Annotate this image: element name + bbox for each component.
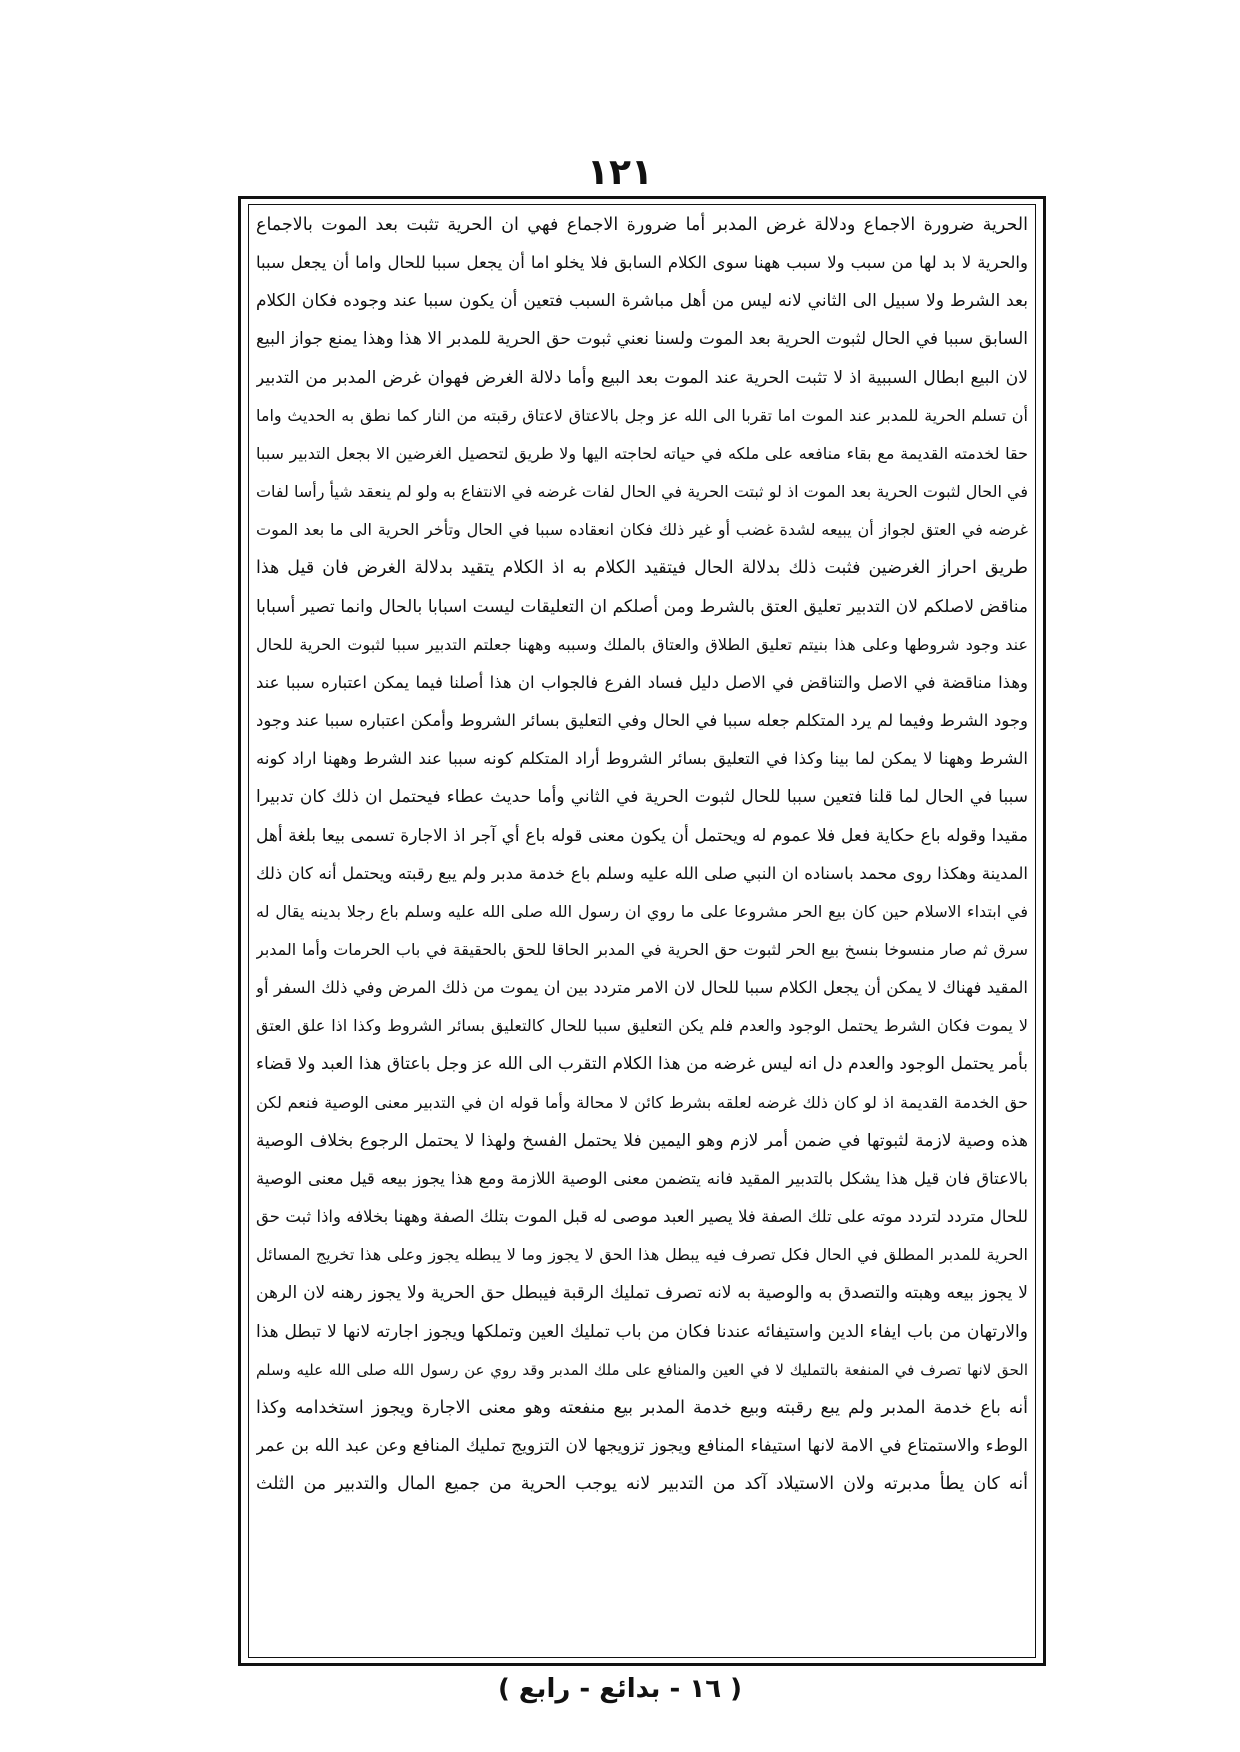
text-line: والحرية لا بد لها من سبب ولا سبب ههنا سوى الكلام السابق فلا يخلو اما أن يجعل سببا للحال واما أن يجعل سببا <box>256 253 1028 273</box>
text-line: والارتهان من باب ايفاء الدين واستيفائه عندنا فكان من باب تمليك العين وتملكها ويجوز اجارته لانها لا تبطل هذا <box>256 1321 1028 1342</box>
text-line: سرق ثم صار منسوخا بنسخ بيع الحر لثبوت حق الحرية في المدبر الحاقا للحق بالحقيقة في باب الحرمات وأما المدبر <box>256 939 1028 959</box>
text-line: سببا في الحال لما قلنا فتعين سببا للحال لثبوت الحرية في الثاني وأما حديث عطاء فيحتمل ان ذلك كان تدبيرا <box>256 787 1028 808</box>
text-line: حق الخدمة القديمة اذ لو كان ذلك غرضه لعلقه بشرط كائن لا محالة وأما قوله ان في التدبير معنى الوصية فنعم لكن <box>256 1092 1028 1112</box>
text-line: مناقض لاصلكم لان التدبير تعليق العتق بالشرط ومن أصلكم ان التعليقات ليست اسبابا بالحال وانما تصير أسبابا <box>256 596 1028 617</box>
text-line: الحق لانها تصرف في المنفعة بالتمليك لا في العين والمنافع على ملك المدبر وقد روي عن رسول الله صلى الله عليه وسلم <box>256 1360 1028 1379</box>
page-number: ١٢١ <box>587 152 653 193</box>
text-line: المقيد فهناك لا يمكن أن يجعل الكلام سببا للحال لان الامر متردد بين ان يموت من ذلك المرض وفي ذلك السفر أو <box>256 978 1028 998</box>
text-line: لان البيع ابطال السببية اذ لا تثبت الحرية عند الموت بعد البيع وأما دلالة الغرض فهوان غرض المدبر من التدبير <box>256 367 1028 388</box>
text-line: مقيدا وقوله باع حكاية فعل فلا عموم له ويحتمل أن يكون معنى قوله باع أي آجر اذ الاجارة تسمى بيعا بلغة أهل <box>256 825 1028 846</box>
text-line: للحال متردد لتردد موته على تلك الصفة فلا يصير العبد موصى له قبل الموت بتلك الصفة وههنا بخلافه واذا ثبت حق <box>256 1207 1028 1227</box>
main-text <box>256 206 1028 1656</box>
text-line: الوطء والاستمتاع في الامة لانها استيفاء المنافع ويجوز تزويجها لان التزويج تمليك المنافع وعن عبد الله بن عمر <box>256 1436 1028 1456</box>
text-line: السابق سببا في الحال لثبوت الحرية بعد الموت ولسنا نعني ثبوت حق الحرية للمدبر الا هذا وهذا يمنع جواز البيع <box>256 329 1028 350</box>
text-line: لا يموت فكان الشرط يحتمل الوجود والعدم فلم يكن التعليق سببا للحال كالتعليق بسائر الشروط وكذا اذا علق العتق <box>256 1016 1028 1036</box>
text-line: أن تسلم الحرية للمدبر عند الموت اما تقربا الى الله عز وجل بالاعتاق لاعتاق رقبته من النار كما نطق به الحديث واما <box>256 405 1028 425</box>
text-line: وهذا مناقضة في الاصل والتناقض في الاصل دليل فساد الفرع فالجواب ان هذا أصلنا فيما يمكن اعتباره سببا عند <box>256 672 1028 692</box>
text-line: في ابتداء الاسلام حين كان بيع الحر مشروعا على ما روي ان رسول الله صلى الله عليه وسلم باع رجلا بدينه يقال له <box>256 901 1028 921</box>
text-line: بأمر يحتمل الوجود والعدم دل انه ليس غرضه من هذا الكلام التقرب الى الله عز وجل باعتاق هذا العبد ولا قضاء <box>256 1054 1028 1075</box>
text-line: المدينة وهكذا روى محمد باسناده ان النبي صلى الله عليه وسلم باع خدمة مدبر ولم يبع رقبته ويحتمل أنه كان ذلك <box>256 863 1028 883</box>
footer-signature: ( ١٦ - بدائع - رابع ) <box>497 1674 743 1704</box>
text-line: عند وجود شروطها وعلى هذا بنيتم تعليق الطلاق والعتاق بالملك وسببه وههنا جعلتم التدبير سببا لثبوت الحرية للحال <box>256 634 1028 654</box>
text-line: طريق احراز الغرضين فثبت ذلك بدلالة الحال فيتقيد الكلام به اذ الكلام يتقيد بدلالة الغرض فان قيل هذا <box>256 558 1028 579</box>
text-line: في الحال لثبوت الحرية بعد الموت اذ لو ثبتت الحرية في الحال لفات غرضه في الانتفاع به ولو لم ينعقد شيأ رأسا لفات <box>256 482 1028 502</box>
text-line: الشرط وههنا لا يمكن لما بينا وكذا في التعليق بسائر الشروط أراد المتكلم كونه سببا عند الشرط وههنا اراد كونه <box>256 749 1028 769</box>
text-line: أنه باع خدمة المدبر ولم يبع رقبته وبيع خدمة المدبر بيع منفعته وهو معنى الاجارة ويجوز استخدامه وكذا <box>256 1397 1028 1418</box>
text-line: الحرية للمدبر المطلق في الحال فكل تصرف فيه يبطل هذا الحق لا يجوز وما لا يبطله يجوز وعلى هذا تخريج المسائل <box>256 1245 1028 1265</box>
text-line: بالاعتاق فان قيل هذا يشكل بالتدبير المقيد فانه يتضمن معنى الوصية اللازمة ومع هذا يجوز بيعه قيل معنى الوصية <box>256 1168 1028 1188</box>
text-line: بعد الشرط ولا سبيل الى الثاني لانه ليس من أهل مباشرة السبب فتعين أن يكون سببا عند وجوده فكان الكلام <box>256 291 1028 312</box>
text-line: لا يجوز بيعه وهبته والتصدق به والوصية به لانه تصرف تمليك الرقبة فيبطل حق الحرية ولا يجوز رهنه لان الرهن <box>256 1283 1028 1304</box>
text-line: هذه وصية لازمة لثبوتها في ضمن أمر لازم وهو اليمين فلا يحتمل الفسخ ولهذا لا يحتمل الرجوع بخلاف الوصية <box>256 1130 1028 1151</box>
text-line: غرضه في العتق لجواز أن يبيعه لشدة غضب أو غير ذلك فكان انعقاده سببا في الحال وتأخر الحرية الى ما بعد الموت <box>256 520 1028 540</box>
text-line: حقا لخدمته القديمة مع بقاء منافعه على ملكه في حياته لحاجته اليها ولا طريق لتحصيل الغرضين الا بجعل التدبير سببا <box>256 443 1028 463</box>
text-line: وجود الشرط وفيما لم يرد المتكلم جعله سببا في الحال وفي التعليق بسائر الشروط وأمكن اعتباره سببا عند وجود <box>256 711 1028 731</box>
text-line: أنه كان يطأ مدبرته ولان الاستيلاد آكد من التدبير لانه يوجب الحرية من جميع المال والتدبير من الثلث <box>256 1474 1028 1495</box>
text-line: الحرية ضرورة الاجماع ودلالة غرض المدبر أما ضرورة الاجماع فهي ان الحرية تثبت بعد الموت بالاجماع <box>256 215 1028 235</box>
